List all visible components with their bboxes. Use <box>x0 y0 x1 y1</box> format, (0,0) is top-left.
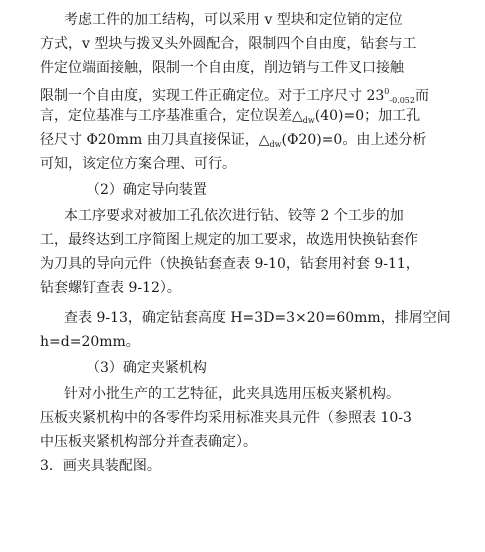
paragraph-1-line-4-end: 而 <box>414 88 429 104</box>
paragraph-1-line-5-text: 言，定位基准与工序基准重合，定位误差△ <box>40 108 303 124</box>
paragraph-1-line-3: 件定位端面接触，限制一个自由度，削边销与工件叉口接触 <box>40 60 404 76</box>
paragraph-3-line-1: 查表 9-13，确定钻套高度 H=3D=3×20=60mm，排屑空间 <box>64 310 451 326</box>
paragraph-1-line-4-text: 限制一个自由度，实现工件正确定位。对于工序尺寸 23 <box>40 88 385 104</box>
paragraph-1-line-7: 可知，该定位方案合理、可行。 <box>40 156 236 172</box>
section-3-heading: （3）确定夹紧机构 <box>86 360 207 376</box>
paragraph-1-line-5-end: (40)=0；加工孔 <box>314 108 421 124</box>
paragraph-1-line-6-text: 径尺寸 Φ20mm 由刀具直接保证，△ <box>40 132 270 148</box>
paragraph-1-line-5 <box>40 104 462 128</box>
paragraph-1-line-4 <box>40 80 462 104</box>
paragraph-1-line-6 <box>40 128 462 152</box>
section-2-heading: （2）确定导向装置 <box>86 182 207 198</box>
paragraph-1-line-6-end: (Φ20)=0。由上述分析 <box>281 132 427 148</box>
paragraph-2-line-3: 为刀具的导向元件（快换钻套查表 9-10，钻套用衬套 9-11， <box>40 256 420 272</box>
paragraph-1-line-2: 方式，v 型块与拨叉头外圆配合，限制四个自由度，钻套与工 <box>40 36 417 52</box>
positioning-error-subscript-2: dw <box>269 140 282 149</box>
paragraph-3-line-2: h=d=20mm。 <box>40 334 140 350</box>
paragraph-4-line-3: 中压板夹紧机构部分并查表确定）。 <box>40 434 257 450</box>
paragraph-2-line-4: 钻套螺钉查表 9-12）。 <box>40 280 181 296</box>
section-4-heading: 3．画夹具装配图。 <box>40 458 161 474</box>
paragraph-1-line-1: 考虑工件的加工结构，可以采用 v 型块和定位销的定位 <box>64 12 403 28</box>
positioning-error-subscript: dw <box>302 116 315 125</box>
paragraph-2-line-2: 工，最终达到工序简图上规定的加工要求，故选用快换钻套作 <box>40 232 418 248</box>
paragraph-4-line-2: 压板夹紧机构中的各零件均采用标准夹具元件（参照表 10-3 <box>40 410 412 426</box>
tolerance-lower: -0.052 <box>389 96 415 104</box>
paragraph-2-line-1: 本工序要求对被加工孔依次进行钻、铰等 2 个工步的加 <box>64 208 404 224</box>
paragraph-4-line-1: 针对小批生产的工艺特征，此夹具选用压板夹紧机构。 <box>64 386 400 402</box>
tolerance-upper: 0 <box>384 87 390 96</box>
